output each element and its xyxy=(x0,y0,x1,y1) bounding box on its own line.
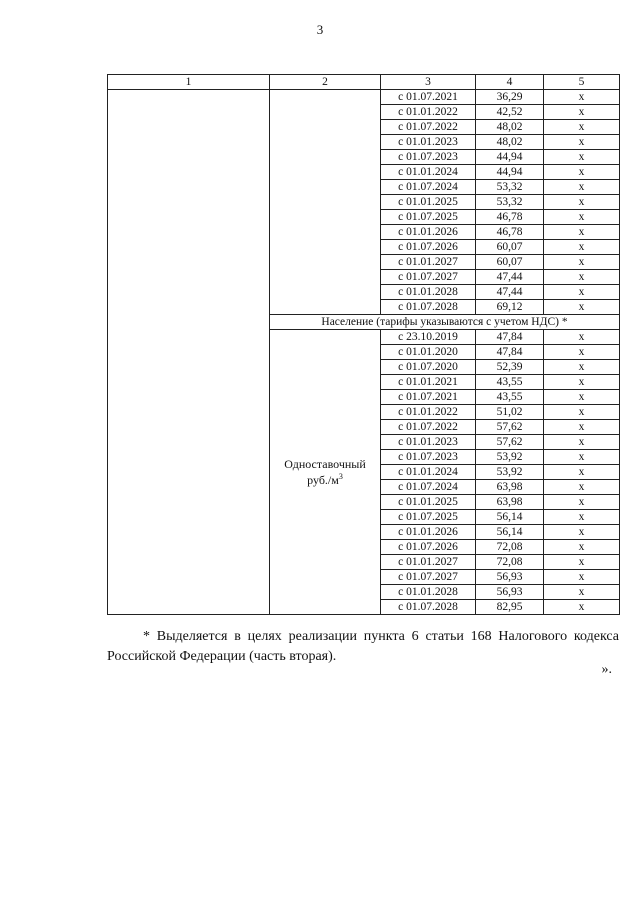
value-cell: 57,62 xyxy=(476,420,544,435)
col5-cell: х xyxy=(544,360,620,375)
date-cell: с 01.01.2026 xyxy=(381,525,476,540)
value-cell: 43,55 xyxy=(476,390,544,405)
col5-cell: х xyxy=(544,105,620,120)
table-row xyxy=(108,90,620,105)
value-cell: 47,84 xyxy=(476,330,544,345)
col5-cell: х xyxy=(544,300,620,315)
date-cell: с 01.01.2028 xyxy=(381,585,476,600)
value-cell: 42,52 xyxy=(476,105,544,120)
value-cell: 53,32 xyxy=(476,180,544,195)
header-col-2: 2 xyxy=(270,75,381,90)
tariff-table xyxy=(107,74,620,615)
date-cell: с 01.01.2026 xyxy=(381,225,476,240)
value-cell: 44,94 xyxy=(476,165,544,180)
date-cell: с 01.07.2027 xyxy=(381,570,476,585)
value-cell: 63,98 xyxy=(476,480,544,495)
col5-cell: х xyxy=(544,180,620,195)
header-row xyxy=(108,75,620,90)
date-cell: с 01.07.2026 xyxy=(381,240,476,255)
col5-cell: х xyxy=(544,495,620,510)
value-cell: 82,95 xyxy=(476,600,544,615)
header-col-3: 3 xyxy=(381,75,476,90)
value-cell: 60,07 xyxy=(476,255,544,270)
col2-blank-cell xyxy=(270,90,381,315)
date-cell: с 01.01.2023 xyxy=(381,435,476,450)
header-col-4: 4 xyxy=(476,75,544,90)
date-cell: с 01.01.2025 xyxy=(381,195,476,210)
value-cell: 46,78 xyxy=(476,225,544,240)
date-cell: с 01.07.2025 xyxy=(381,210,476,225)
col5-cell: х xyxy=(544,420,620,435)
value-cell: 53,32 xyxy=(476,195,544,210)
header-col-1: 1 xyxy=(108,75,270,90)
section-title: Население (тарифы указываются с учетом НДС) * xyxy=(270,315,620,330)
value-cell: 53,92 xyxy=(476,450,544,465)
col5-cell: х xyxy=(544,450,620,465)
date-cell: с 01.01.2021 xyxy=(381,375,476,390)
date-cell: с 01.07.2021 xyxy=(381,390,476,405)
col5-cell: х xyxy=(544,390,620,405)
value-cell: 48,02 xyxy=(476,135,544,150)
rate-type-label: Одноставочный xyxy=(284,457,366,471)
date-cell: с 01.07.2022 xyxy=(381,120,476,135)
value-cell: 56,14 xyxy=(476,525,544,540)
date-cell: с 01.07.2020 xyxy=(381,360,476,375)
date-cell: с 01.07.2024 xyxy=(381,480,476,495)
header-col-5: 5 xyxy=(544,75,620,90)
col5-cell: х xyxy=(544,480,620,495)
col5-cell: х xyxy=(544,465,620,480)
closing-mark: ». xyxy=(601,662,612,677)
col5-cell: х xyxy=(544,240,620,255)
value-cell: 72,08 xyxy=(476,540,544,555)
col5-cell: х xyxy=(544,510,620,525)
value-cell: 44,94 xyxy=(476,150,544,165)
date-cell: с 01.01.2020 xyxy=(381,345,476,360)
value-cell: 47,84 xyxy=(476,345,544,360)
value-cell: 56,93 xyxy=(476,570,544,585)
date-cell: с 01.07.2024 xyxy=(381,180,476,195)
date-cell: с 01.01.2027 xyxy=(381,555,476,570)
col5-cell: х xyxy=(544,375,620,390)
col5-cell: х xyxy=(544,570,620,585)
value-cell: 56,93 xyxy=(476,585,544,600)
col5-cell: х xyxy=(544,255,620,270)
col5-cell: х xyxy=(544,195,620,210)
value-cell: 52,39 xyxy=(476,360,544,375)
unit-superscript: 3 xyxy=(338,472,343,481)
date-cell: с 01.07.2021 xyxy=(381,90,476,105)
col5-cell: х xyxy=(544,540,620,555)
value-cell: 69,12 xyxy=(476,300,544,315)
col5-cell: х xyxy=(544,270,620,285)
date-cell: с 01.01.2023 xyxy=(381,135,476,150)
value-cell: 53,92 xyxy=(476,465,544,480)
col5-cell: х xyxy=(544,90,620,105)
col5-cell: х xyxy=(544,150,620,165)
value-cell: 60,07 xyxy=(476,240,544,255)
unit-label: руб./м xyxy=(307,473,339,487)
col5-cell: х xyxy=(544,555,620,570)
date-cell: с 01.07.2028 xyxy=(381,300,476,315)
col5-cell: х xyxy=(544,345,620,360)
col5-cell: х xyxy=(544,165,620,180)
date-cell: с 01.07.2026 xyxy=(381,540,476,555)
col5-cell: х xyxy=(544,120,620,135)
date-cell: с 01.01.2022 xyxy=(381,105,476,120)
date-cell: с 01.07.2027 xyxy=(381,270,476,285)
col1-blank-cell xyxy=(108,90,270,615)
col5-cell: х xyxy=(544,225,620,240)
col5-cell: х xyxy=(544,435,620,450)
col5-cell: х xyxy=(544,210,620,225)
date-cell: с 01.01.2027 xyxy=(381,255,476,270)
footnote: * Выделяется в целях реализации пункта 6 статьи 168 Налогового кодекса Российской Федерации (часть вторая). xyxy=(107,629,619,664)
value-cell: 36,29 xyxy=(476,90,544,105)
page-number: 3 xyxy=(316,22,324,37)
value-cell: 43,55 xyxy=(476,375,544,390)
col5-cell: х xyxy=(544,285,620,300)
col5-cell: х xyxy=(544,135,620,150)
value-cell: 51,02 xyxy=(476,405,544,420)
col5-cell: х xyxy=(544,585,620,600)
date-cell: с 01.01.2024 xyxy=(381,165,476,180)
value-cell: 72,08 xyxy=(476,555,544,570)
date-cell: с 01.07.2023 xyxy=(381,450,476,465)
value-cell: 48,02 xyxy=(476,120,544,135)
col5-cell: х xyxy=(544,330,620,345)
col5-cell: х xyxy=(544,405,620,420)
date-cell: с 01.07.2025 xyxy=(381,510,476,525)
value-cell: 47,44 xyxy=(476,270,544,285)
date-cell: с 23.10.2019 xyxy=(381,330,476,345)
date-cell: с 01.07.2022 xyxy=(381,420,476,435)
rate-label-cell xyxy=(270,330,381,615)
value-cell: 57,62 xyxy=(476,435,544,450)
col5-cell: х xyxy=(544,525,620,540)
value-cell: 56,14 xyxy=(476,510,544,525)
value-cell: 46,78 xyxy=(476,210,544,225)
value-cell: 47,44 xyxy=(476,285,544,300)
date-cell: с 01.07.2023 xyxy=(381,150,476,165)
date-cell: с 01.01.2028 xyxy=(381,285,476,300)
date-cell: с 01.07.2028 xyxy=(381,600,476,615)
value-cell: 63,98 xyxy=(476,495,544,510)
date-cell: с 01.01.2025 xyxy=(381,495,476,510)
date-cell: с 01.01.2024 xyxy=(381,465,476,480)
col5-cell: х xyxy=(544,600,620,615)
date-cell: с 01.01.2022 xyxy=(381,405,476,420)
